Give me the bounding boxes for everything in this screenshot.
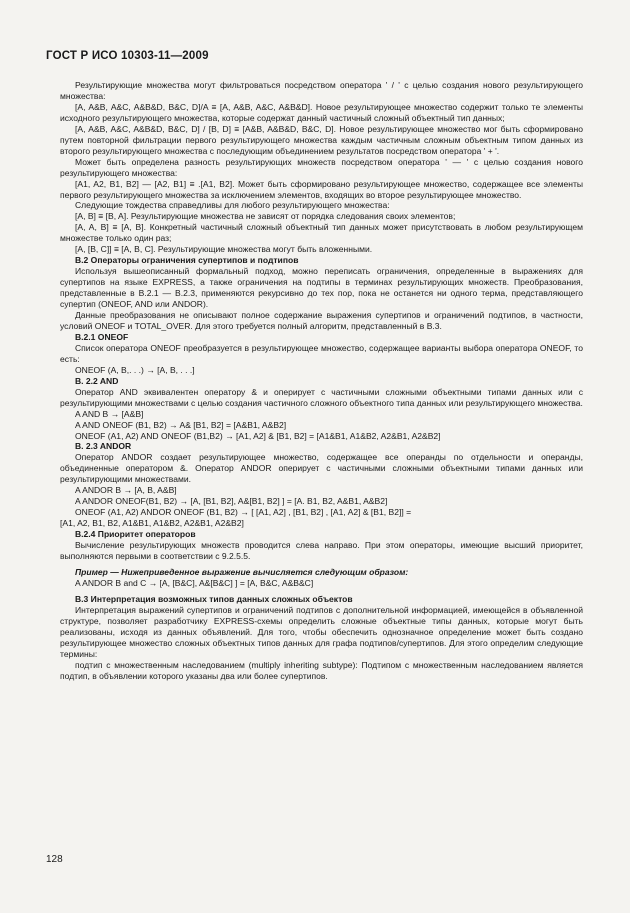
paragraph: [A, A, B] ≡ [A, B]. Конкретный частичный сложный объектный тип данных может присутствовать в любом результирующем множестве только один раз; xyxy=(60,222,583,244)
paragraph: Список оператора ONEOF преобразуется в результирующее множество, содержащее варианты выбора оператора ONEOF, то есть: xyxy=(60,342,583,364)
paragraph: [A1, A2, B1, B2] — [A2, B1] ≡ .[A1, B2]. Может быть сформировано результирующее множество, содержащее все элементы первого результирующего множества за исключением элементов, входящих во второе результирующее множество. xyxy=(60,178,583,200)
document-header: ГОСТ Р ИСО 10303-11—2009 xyxy=(46,50,209,62)
paragraph: Вычисление результирующих множеств проводится слева направо. При этом операторы, имеющие высший приоритет, выполняются первыми в соответствии с 9.2.5.5. xyxy=(60,540,583,561)
formula-line: A ANDOR ONEOF(B1, B2) → [A, [B1, B2], A&[B1, B2] ] = [A. B1, B2, A&B1, A&B2] xyxy=(75,496,388,507)
example-heading: Пример — Нижеприведенное выражение вычисляется следующим образом: xyxy=(75,566,409,577)
paragraph: Результирующие множества могут фильтроваться посредством оператора ' / ' с целью создания нового результирующего множества: xyxy=(60,80,583,101)
subsection-heading: B. 2.2 AND xyxy=(75,375,119,386)
paragraph: [A, [B, C]] ≡ [A, B, C]. Результирующие множества могут быть вложенными. xyxy=(75,244,373,255)
paragraph: Оператор AND эквивалентен оператору & и оперирует с частичными сложными объектными типами данных или с результирующими множествами с целью создания частичного сложного объектного типа данных или результирующего множества. xyxy=(60,386,583,408)
definition-paragraph: подтип с множественным наследованием (multiply inheriting subtype): Подтипом с множественным наследованием является подтип, в объявлении которого указаны два или более супертипов. xyxy=(60,659,583,681)
paragraph: Интерпретация выражений супертипов и ограничений подтипов с дополнительной информацией, имеющейся в объявленной структуре, позволяет разработчику EXPRESS-схемы определить сложные объектные типы данных, которые могут быть реализованы, исходя из данных объявлений. Для того, чтобы обеспечить однозначное определение может быть создано результирующее множество сложных объектных типов данных для графа подтипов/супертипов. Для этого определим следующие термины: xyxy=(60,604,583,659)
paragraph: [A, A&B, A&C, A&B&D, B&C, D] / [B, D] ≡ [A&B, A&B&D, B&C, D]. Новое результирующее множество мог быть сформировано путем повторной фильтрации первого результирующего множества каждым частичным сложным объектным типом данных из второго результирующего множества с последующим объединением результатов посредством оператора ' + '. xyxy=(60,123,583,156)
formula-line: A AND ONEOF (B1, B2) → A& [B1, B2] = [A&B1, A&B2] xyxy=(75,419,287,430)
subsection-heading: B.2.1 ONEOF xyxy=(75,331,129,342)
subsection-heading: B. 2.3 ANDOR xyxy=(75,441,132,452)
formula-line: ONEOF (A1, A2) ANDOR ONEOF (B1, B2) → [ [A1, A2] , [B1, B2] , [A1, A2] & [B1, B2]] = xyxy=(75,507,412,518)
formula-line: ONEOF (A, B,. . .) → [A, B, . . .] xyxy=(75,364,195,375)
formula-line: ONEOF (A1, A2) AND ONEOF (B1,B2) → [A1, A2] & [B1, B2] = [A1&B1, A1&B2, A2&B1, A2&B2] xyxy=(75,430,441,441)
formula-line: A ANDOR B → [A, B, A&B] xyxy=(75,485,177,496)
example-line: A ANDOR B and C → [A, [B&C], A&[B&C] ] = [A, B&C, A&B&C] xyxy=(75,577,314,588)
section-heading: B.2 Операторы ограничения супертипов и подтипов xyxy=(75,255,299,266)
formula-line: A AND B → [A&B] xyxy=(75,408,144,419)
paragraph: Следующие тождества справедливы для любого результирующего множества: xyxy=(75,200,390,211)
paragraph: [A, A&B, A&C, A&B&D, B&C, D]/A ≡ [A, A&B, A&C, A&B&D]. Новое результирующее множество содержит только те элементы исходного результирующего множества, которые содержат данный частичный сложный объектный тип данных; xyxy=(60,101,583,123)
paragraph: Данные преобразования не описывают полное содержание выражения супертипов и ограничений подтипов, в частности, условий ONEOF и TOTAL_OVER. Для этого требуется полный алгоритм, представленный в B.3. xyxy=(60,310,583,331)
formula-line: [A1, A2, B1, B2, A1&B1, A1&B2, A2&B1, A2&B2] xyxy=(60,518,244,529)
document-body xyxy=(60,80,583,681)
section-heading: B.3 Интерпретация возможных типов данных сложных объектов xyxy=(75,593,353,604)
page-number: 128 xyxy=(46,854,63,865)
paragraph: Используя вышеописанный формальный подход, можно переписать ограничения, определенные в выражениях для супертипов на языке EXPRESS, а также ограничения на подтипы в терминах результирующих множеств. Преобразования, представленные в B.2.1 — B.2.3, применяются рекурсивно до тех пор, пока не останется ни одного терма, представляющего супертип (ONEOF, AND или ANDOR). xyxy=(60,266,583,310)
paragraph: Оператор ANDOR создает результирующее множество, содержащее все операнды по отдельности и операнды, объединенные оператором &. Оператор ANDOR оперирует с частичными сложными объектными типами данных или результирующими множествами. xyxy=(60,452,583,485)
paragraph: [A, B] ≡ [B, A]. Результирующие множества не зависят от порядка следования своих элементов; xyxy=(75,211,456,222)
paragraph: Может быть определена разность результирующих множеств посредством оператора ' — ' с целью создания нового результирующего множества: xyxy=(60,156,583,178)
subsection-heading: B.2.4 Приоритет операторов xyxy=(75,529,196,540)
